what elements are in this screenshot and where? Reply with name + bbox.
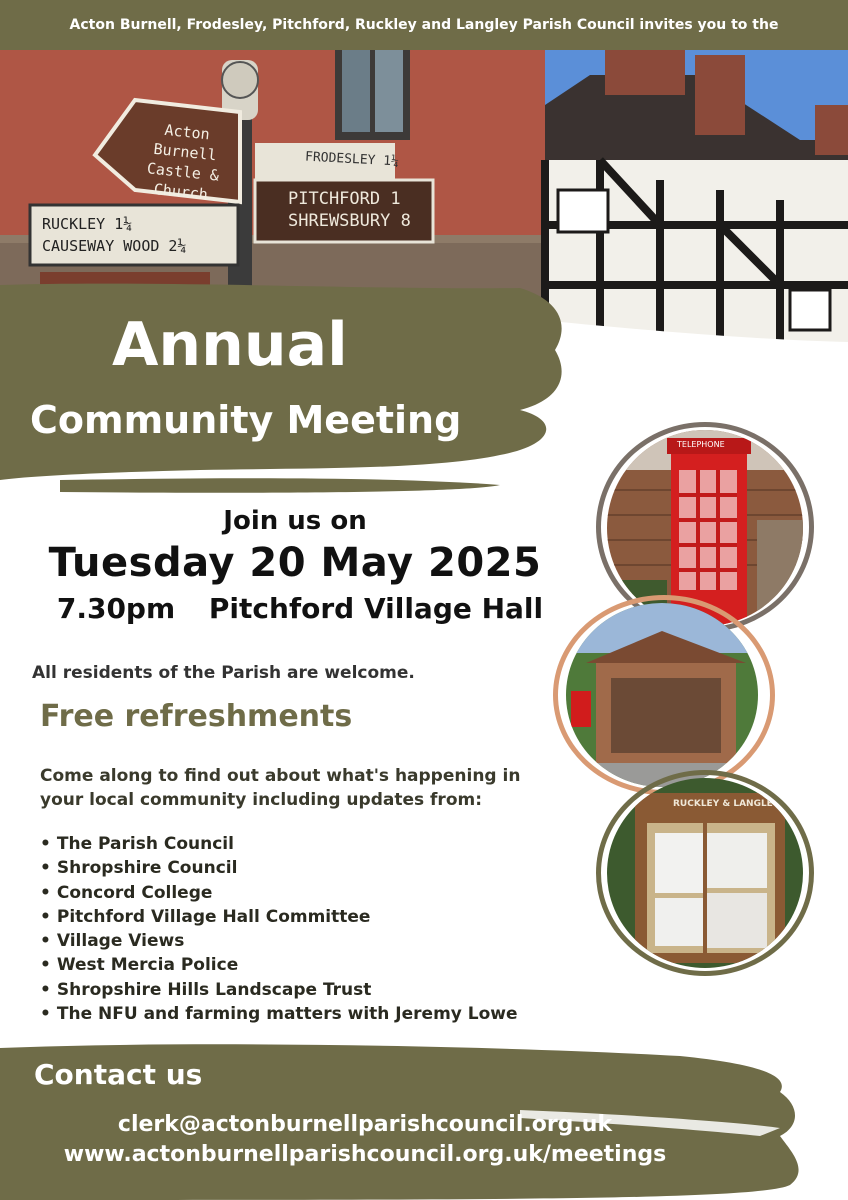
event-time-venue <box>0 592 600 625</box>
noticeboard-photo <box>607 778 803 968</box>
list-item: • The NFU and farming matters with Jeremy Lowe <box>40 1002 518 1026</box>
signpost-sign-4 <box>42 213 187 257</box>
list-item: • Shropshire Council <box>40 856 518 880</box>
list-item: • Pitchford Village Hall Committee <box>40 905 518 929</box>
contact-email-link[interactable]: clerk@actonburnellparishcouncil.org.uk <box>117 1112 613 1137</box>
welcome-text: All residents of the Parish are welcome. <box>32 663 415 683</box>
list-item: • West Mercia Police <box>40 953 518 977</box>
noticeboard-label: RUCKLEY & LANGLEY <box>673 799 780 809</box>
event-venue: Pitchford Village Hall <box>208 592 544 625</box>
sign-3-line-2: SHREWSBURY 8 <box>288 211 411 231</box>
contact-website-link[interactable]: www.actonburnellparishcouncil.org.uk/meetings <box>63 1142 667 1167</box>
list-item: • The Parish Council <box>40 832 518 856</box>
intro-text: Come along to find out about what's happening in your local community including updates from: <box>40 766 521 810</box>
list-item: • Shropshire Hills Landscape Trust <box>40 978 518 1002</box>
header-banner <box>0 0 848 50</box>
sign-4-line-1: RUCKLEY 1¼ <box>42 215 133 233</box>
join-text: Join us on <box>223 506 367 536</box>
event-time: 7.30pm <box>56 592 176 625</box>
event-date: Tuesday 20 May 2025 <box>48 540 542 586</box>
list-item: • Village Views <box>40 929 518 953</box>
refreshments-heading: Free refreshments <box>40 699 353 734</box>
updates-list <box>40 832 518 1026</box>
bus-shelter-photo <box>566 603 758 787</box>
sign-3-line-1: PITCHFORD 1 <box>288 189 401 209</box>
sign-1-line-1: Acton Burnell <box>152 120 218 165</box>
list-item: • Concord College <box>40 881 518 905</box>
signpost-sign-1 <box>126 117 242 208</box>
invite-text: Acton Burnell, Frodesley, Pitchford, Ruckley and Langley Parish Council invites you to the <box>69 17 779 33</box>
phone-box-label: TELEPHONE <box>677 440 725 449</box>
title-annual: Annual <box>112 310 348 380</box>
signpost-sign-2: FRODESLEY 1¼ <box>304 149 400 170</box>
title-community-meeting: Community Meeting <box>30 398 462 442</box>
signpost-sign-3 <box>288 188 411 232</box>
sign-1-line-2: Castle & Church <box>146 159 220 204</box>
sign-4-line-2: CAUSEWAY WOOD 2¼ <box>42 237 187 255</box>
contact-title: Contact us <box>34 1058 203 1091</box>
phone-box-photo <box>607 430 803 626</box>
